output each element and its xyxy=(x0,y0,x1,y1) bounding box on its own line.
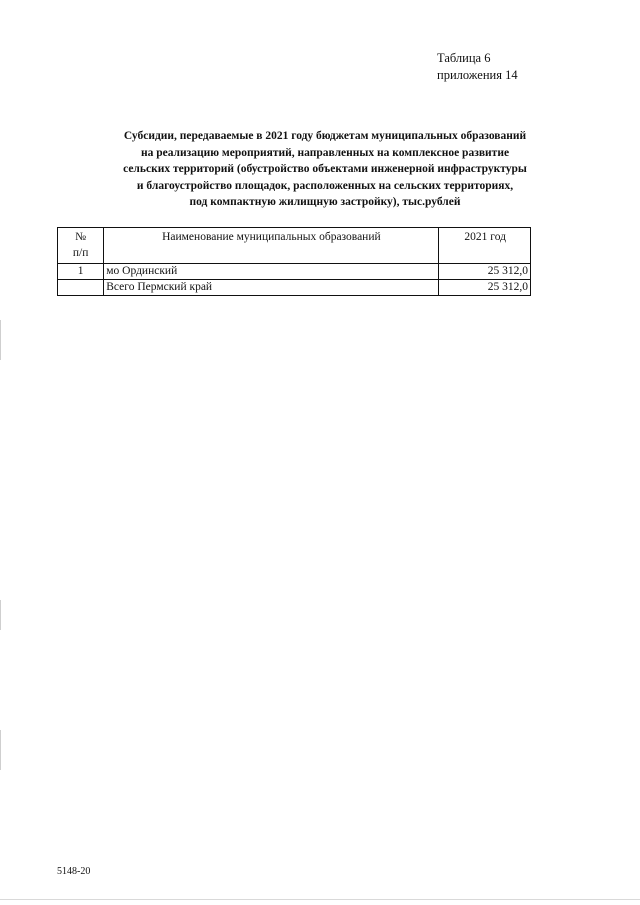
scan-edge-mark xyxy=(0,600,1,630)
row-number xyxy=(58,280,104,296)
header-year: 2021 год xyxy=(439,228,531,264)
appendix-number: приложения 14 xyxy=(437,68,518,82)
title-line: сельских территорий (обустройство объектами инженерной инфраструктуры xyxy=(123,163,527,175)
subsidy-table xyxy=(57,227,531,296)
document-code: 5148-20 xyxy=(57,866,91,877)
header-number-line2: п/п xyxy=(72,247,89,259)
row-municipality: мо Ординский xyxy=(104,264,439,280)
row-number: 1 xyxy=(58,264,104,280)
table-header-row xyxy=(58,228,531,264)
row-amount: 25 312,0 xyxy=(439,264,531,280)
header-number-line1: № xyxy=(75,231,87,243)
table-number: Таблица 6 xyxy=(437,51,491,65)
table-body xyxy=(58,264,531,296)
title-line: под компактную жилищную застройку), тыс.рублей xyxy=(189,196,461,208)
table-header xyxy=(58,228,531,264)
table-row-total xyxy=(58,280,531,296)
scan-edge-mark xyxy=(0,730,1,770)
header-number xyxy=(58,228,104,264)
row-amount: 25 312,0 xyxy=(439,280,531,296)
row-municipality: Всего Пермский край xyxy=(104,280,439,296)
scan-edge-mark xyxy=(0,320,1,360)
title-line: и благоустройство площадок, расположенных на сельских территориях, xyxy=(136,179,514,192)
title-line: на реализацию мероприятий, направленных на комплексное развитие xyxy=(140,146,510,159)
table-row xyxy=(58,264,531,280)
header-name: Наименование муниципальных образований xyxy=(104,228,439,264)
document-title xyxy=(60,128,590,211)
title-line: Субсидии, передаваемые в 2021 году бюджетам муниципальных образований xyxy=(123,130,527,142)
table-reference xyxy=(437,50,518,84)
scan-bottom-edge xyxy=(0,899,640,900)
